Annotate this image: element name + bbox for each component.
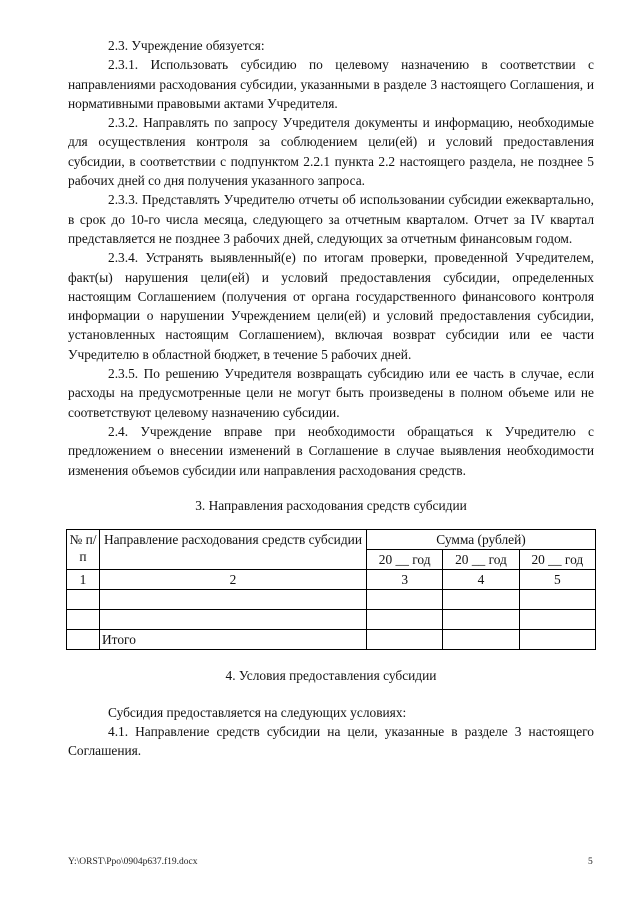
paragraph-2-3-1: 2.3.1. Использовать субсидию по целевому назначению в соответствии с направлениями расходования субсидии, указанными в разделе 3 настоящего Соглашения, и нормативными правовыми актами Учредителя. xyxy=(68,57,594,111)
paragraph-conditions: Субсидия предоставляется на следующих условиях: xyxy=(108,704,407,720)
section-3-title: 3. Направления расходования средств субсидии xyxy=(195,497,467,513)
paragraph-2-3-2: 2.3.2. Направлять по запросу Учредителя документы и информацию, необходимые для осуществления контроля за соблюдением цели(ей) и условий предоставления субсидии, в соответствии с подпунктом 2.2.1 пункта 2.2 настоящего раздела, не позднее 5 рабочих дней со дня получения указанного запроса. xyxy=(68,115,594,189)
footer-file-path: Y:\ORST\Ppo\0904p637.f19.docx xyxy=(68,857,198,867)
paragraph-2-3-3: 2.3.3. Представлять Учредителю отчеты об использовании субсидии ежеквартально, в срок до 10-го числа месяца, следующего за отчетным кварталом. Отчет за IV квартал представляется не позднее 3 рабочих дней, следующих за отчетным финансовым годом. xyxy=(68,192,594,246)
paragraph-2-3-4: 2.3.4. Устранять выявленный(е) по итогам проверки, проведенной Учредителем, факт(ы) нарушения цели(ей) и условий предоставления субсидии, определенных настоящим Соглашением (получения от органа государственного финансового контроля информации о нарушении Учреждением цели(ей) и условий предоставления субсидии, установленных настоящим Соглашением), включая возврат субсидии или ее части Учредителю в областной бюджет, в течение 5 рабочих дней. xyxy=(68,250,594,362)
section-4-title: 4. Условия предоставления субсидии xyxy=(225,667,437,683)
col-num-3: 3 xyxy=(367,569,443,589)
header-year-1: 20 __ год xyxy=(367,549,443,569)
paragraph-2-3-5: 2.3.5. По решению Учредителя возвращать субсидию или ее часть в случае, если расходы на предусмотренные цели не могут быть произведены в полном объеме или не соответствуют целевому назначению субсидии. xyxy=(68,366,594,420)
table-row xyxy=(67,569,596,589)
col-num-5: 5 xyxy=(519,569,595,589)
col-num-2: 2 xyxy=(100,569,367,589)
total-label: Итого xyxy=(100,629,367,649)
table-row xyxy=(67,609,596,629)
header-sum: Сумма (рублей) xyxy=(367,529,596,549)
table-row xyxy=(67,589,596,609)
col-num-1: 1 xyxy=(67,569,100,589)
expenditure-table xyxy=(66,529,596,650)
paragraph-2-3: 2.3. Учреждение обязуется: xyxy=(108,38,265,53)
paragraph-2-4: 2.4. Учреждение вправе при необходимости обращаться к Учредителю с предложением о внесении изменений в Соглашение в случае выявления необходимости изменения объемов субсидии или направления расходования средств. xyxy=(68,423,594,478)
header-year-3: 20 __ год xyxy=(519,549,595,569)
paragraph-4-1: 4.1. Направление средств субсидии на цели, указанные в разделе 3 настоящего Соглашения. xyxy=(68,724,594,759)
header-direction: Направление расходования средств субсидии xyxy=(100,529,367,569)
col-num-4: 4 xyxy=(443,569,519,589)
page-number: 5 xyxy=(588,857,593,867)
document-page xyxy=(68,36,594,761)
header-year-2: 20 __ год xyxy=(443,549,519,569)
table-row-total xyxy=(67,629,596,649)
header-no: № п/п xyxy=(67,529,100,569)
